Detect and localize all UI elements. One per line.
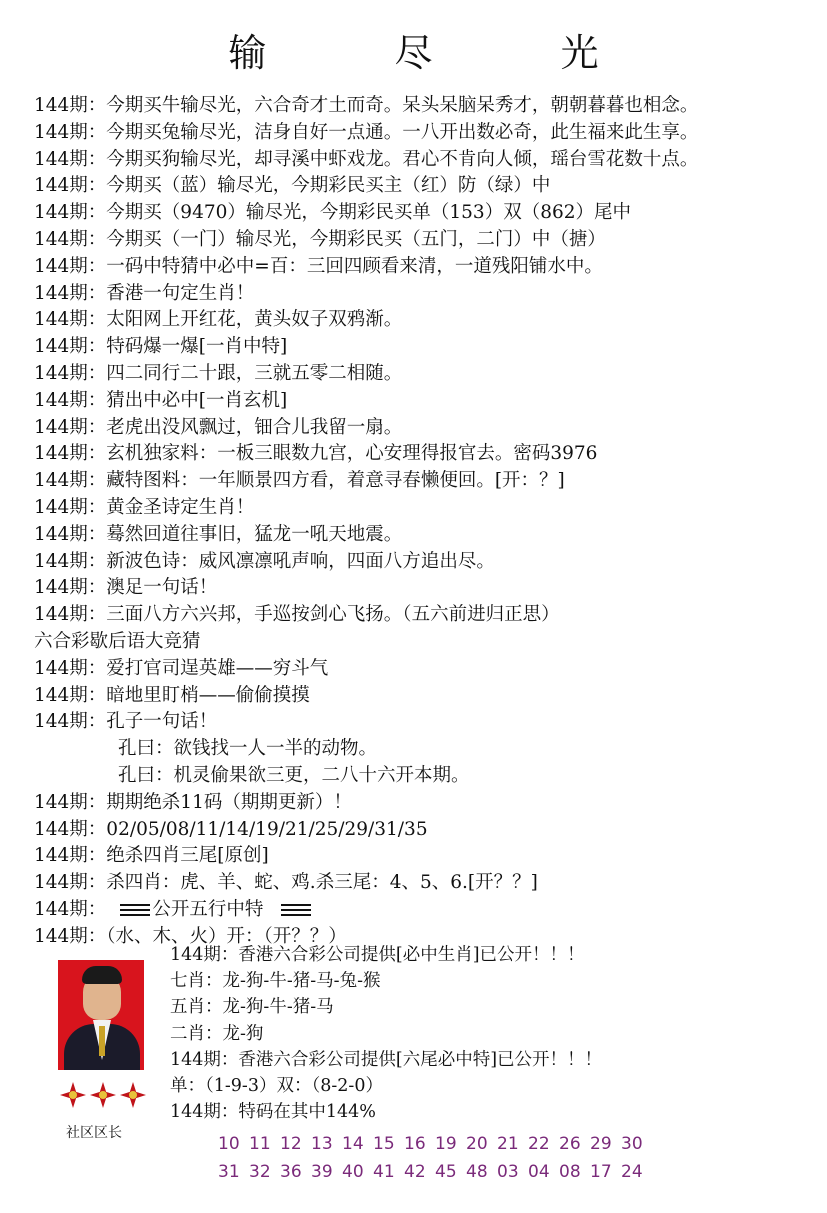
- content-lines: [34, 93, 824, 951]
- number-item: 03: [497, 1162, 519, 1182]
- text-line: 144期：香港一句定生肖！: [34, 282, 255, 304]
- page-title: 输 尽 光: [228, 31, 657, 75]
- text-line: 144期：孔子一句话！: [34, 711, 218, 733]
- number-item: 16: [404, 1134, 426, 1154]
- portrait-photo: [58, 960, 144, 1070]
- number-item: 04: [528, 1162, 550, 1182]
- number-item: 45: [435, 1162, 457, 1182]
- text-line: 144期：太阳网上开红花，黄头奴子双鸦渐。: [34, 309, 403, 331]
- text-line: 144期：老虎出没风飘过，钿合儿我留一扇。: [34, 416, 403, 438]
- number-item: 17: [590, 1162, 612, 1182]
- text-line: 144期：今期买（一门）输尽光，今期彩民买（五门，二门）中（搪）: [34, 228, 606, 250]
- text-line: 144期：新波色诗：威风凛凛吼声响，四面八方追出尽。: [34, 550, 495, 572]
- text-line: 144期：今期买牛输尽光，六合奇才土而奇。呆头呆脑呆秀才，朝朝暮暮也相念。: [34, 95, 699, 116]
- number-item: 14: [342, 1134, 364, 1154]
- text-line: 144期：蓦然回道往事旧，猛龙一吼天地震。: [34, 523, 403, 545]
- text-line: 144期：（水、木、火）开：（开？？）: [34, 925, 347, 947]
- star-icon: [60, 1082, 86, 1108]
- text-line: 144期：今期买兔输尽光，洁身自好一点通。一八开出数必奇，此生福来此生享。: [34, 121, 699, 143]
- hair-shape: [82, 966, 122, 984]
- number-item: 32: [249, 1162, 271, 1182]
- text-line: 144期：特码爆一爆[一肖中特]: [34, 336, 288, 358]
- triple-bar-icon: [120, 904, 150, 916]
- info-line: 五肖：龙-狗-牛-猪-马: [170, 997, 334, 1018]
- text-line: 144期：期期绝杀11码（期期更新）！: [34, 791, 352, 813]
- text-line: 孔曰：欲钱找一人一半的动物。: [118, 738, 378, 760]
- text-line: 144期：爱打官司逞英雄——穷斗气: [34, 657, 329, 679]
- section-heading: 六合彩歇后语大竞猜: [34, 630, 201, 652]
- info-line: 144期：特码在其中144%: [170, 1102, 376, 1123]
- info-line: 144期：香港六合彩公司提供[必中生肖]已公开！！！: [170, 945, 585, 965]
- number-item: 24: [621, 1162, 643, 1182]
- bottom-section: [0, 942, 827, 1213]
- number-item: 40: [342, 1162, 364, 1182]
- text-line: 144期：四二同行二十跟，三就五零二相随。: [34, 362, 403, 384]
- number-item: 22: [528, 1134, 550, 1154]
- info-line: 七肖：龙-狗-牛-猪-马-兔-猴: [170, 971, 381, 992]
- number-item: 36: [280, 1162, 302, 1182]
- number-item: 21: [497, 1134, 519, 1154]
- text-line: 144期：三面八方六兴邦，手巡按剑心飞扬。（五六前进归正思）: [34, 604, 560, 626]
- number-item: 48: [466, 1162, 488, 1182]
- number-item: 42: [404, 1162, 426, 1182]
- info-block: [170, 942, 820, 1125]
- text-line: 孔曰：机灵偷果欲三更，二八十六开本期。: [118, 764, 470, 786]
- wuxing-prefix: 144期：: [34, 898, 107, 920]
- text-line: 144期：绝杀四肖三尾[原创]: [34, 845, 269, 867]
- info-line: 二肖：龙-狗: [170, 1023, 264, 1044]
- text-line: 144期：今期买狗输尽光，却寻溪中虾戏龙。君心不肯向人倾，瑶台雪花数十点。: [34, 148, 699, 170]
- number-grid: [218, 1130, 652, 1186]
- number-item: 31: [218, 1162, 240, 1182]
- number-item: 12: [280, 1134, 302, 1154]
- number-item: 20: [466, 1134, 488, 1154]
- number-item: 26: [559, 1134, 581, 1154]
- triple-bar-icon: [281, 904, 311, 916]
- number-item: 11: [249, 1134, 271, 1154]
- number-item: 41: [373, 1162, 395, 1182]
- text-line: 144期：猜出中必中[一肖玄机]: [34, 389, 288, 411]
- text-line: 144期：澳足一句话！: [34, 577, 218, 599]
- number-item: 29: [590, 1134, 612, 1154]
- tie-shape: [99, 1026, 105, 1056]
- wuxing-label: 公开五行中特: [152, 898, 264, 920]
- number-item: 15: [373, 1134, 395, 1154]
- text-line: 144期：玄机独家料：一板三眼数九宫，心安理得报官去。密码3976: [34, 443, 598, 465]
- text-line: 144期：02/05/08/11/14/19/21/25/29/31/35: [34, 818, 428, 840]
- info-line: 144期：香港六合彩公司提供[六尾必中特]已公开！！！: [170, 1049, 603, 1070]
- number-item: 19: [435, 1134, 457, 1154]
- info-line: 单：（1-9-3）双：（8-2-0）: [170, 1075, 383, 1096]
- text-line: 144期：藏特图料：一年顺景四方看，着意寻春懒便回。[开：？]: [34, 470, 565, 492]
- text-line: 144期：杀四肖：虎、羊、蛇、鸡.杀三尾：4、5、6.[开？？]: [34, 872, 538, 894]
- text-line: 144期：今期买（蓝）输尽光，今期彩民买主（红）防（绿）中: [34, 175, 551, 197]
- number-item: 39: [311, 1162, 333, 1182]
- star-badges: [58, 1082, 148, 1122]
- text-line: 144期：一码中特猜中必中=百：三回四顾看来清，一道残阳铺水中。: [34, 255, 603, 277]
- number-item: 10: [218, 1134, 240, 1154]
- number-item: 30: [621, 1134, 643, 1154]
- text-line: 144期：黄金圣诗定生肖！: [34, 496, 255, 518]
- text-line: 144期：今期买（9470）输尽光，今期彩民买单（153）双（862）尾中: [34, 202, 632, 224]
- star-icon: [90, 1082, 116, 1108]
- number-row-2: [218, 1158, 652, 1186]
- wuxing-line: [34, 897, 824, 924]
- number-item: 08: [559, 1162, 581, 1182]
- number-row-1: [218, 1130, 652, 1158]
- star-icon: [120, 1082, 146, 1108]
- text-line: 144期：暗地里盯梢——偷偷摸摸: [34, 684, 310, 706]
- number-item: 13: [311, 1134, 333, 1154]
- portrait-caption: 社区区长: [66, 1125, 122, 1141]
